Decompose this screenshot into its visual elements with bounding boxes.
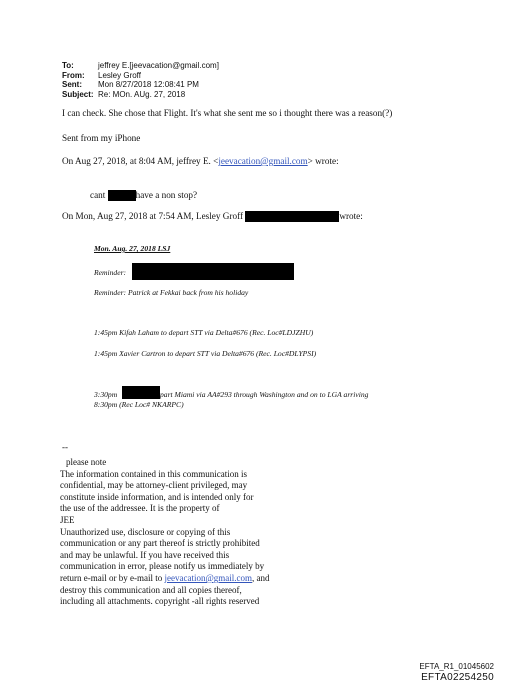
quote2-attribution (62, 211, 363, 222)
disclaimer-line: constitute inside information, and is intended only for (60, 491, 254, 502)
redaction-block (132, 263, 294, 280)
subject-value: Re: MOn. AUg. 27, 2018 (98, 89, 186, 99)
sent-value: Mon 8/27/2018 12:08:41 PM (98, 80, 199, 90)
from-value: Lesley Groff (98, 70, 141, 80)
disclaimer-line (60, 573, 269, 585)
disclaimer-line: The information contained in this communication is (60, 468, 247, 479)
quote1-body (90, 190, 197, 201)
disclaimer-line: confidential, may be attorney-client privileged, may (60, 480, 248, 491)
quote2-prefix: On Mon, Aug 27, 2018 at 7:54 AM, Lesley Groff (62, 211, 244, 221)
subject-label: Subject: (62, 89, 94, 99)
miami-time: 3:30pm (94, 390, 118, 399)
from-row (62, 71, 219, 81)
disclaimer-line: communication or any part thereof is strictly prohibited (60, 538, 260, 549)
flight2: 1:45pm Xavier Cartron to depart STT via Delta#676 (Rec. Loc#DLYPSI) (94, 349, 317, 358)
document-id-2: EFTA02254250 (421, 672, 494, 683)
miami-line2: 8:30pm (Rec Loc# NKARPC) (94, 400, 184, 409)
signature: Sent from my iPhone (62, 133, 141, 143)
reminder1-label: Reminder: (94, 268, 127, 277)
quote1-attribution (62, 156, 339, 167)
miami-rest: part Miami via AA#293 through Washington and on to LGA arriving (160, 390, 369, 399)
disclaimer-line: including all attachments. copyright -all rights reserved (60, 596, 260, 607)
disclaimer-l10-prefix: return e-mail or by e-mail to (60, 572, 165, 583)
to-label: To: (62, 61, 74, 70)
disclaimer-l10-suffix: , and (251, 572, 270, 583)
flight1: 1:45pm Kifah Laham to depart STT via Delta#676 (Rec. Loc#LDJZHU) (94, 328, 314, 337)
redaction-block (108, 190, 136, 201)
footer-email-link[interactable]: jeevacation@gmail.com (164, 572, 252, 583)
reminder2: Reminder: Patrick at Fekkai back from his holiday (94, 288, 249, 297)
footer-dash: -- (62, 442, 68, 452)
quote1-suffix: > wrote: (307, 156, 339, 166)
schedule-date-heading: Mon. Aug. 27, 2018 LSJ (94, 244, 171, 253)
quote1-email-link[interactable]: jeevacation@gmail.com (218, 156, 308, 166)
quote1-after: have a non stop? (135, 190, 198, 200)
disclaimer-line: Unauthorized use, disclosure or copying of this (60, 526, 231, 537)
reply-text: I can check. She chose that Flight. It's what she sent me so i thought there was a reason(?) (62, 108, 393, 118)
sent-label: Sent: (62, 80, 82, 90)
disclaimer-line: the use of the addressee. It is the property of (60, 503, 220, 514)
quote1-prefix: On Aug 27, 2018, at 8:04 AM, jeffrey E. < (62, 156, 219, 166)
sent-row (62, 80, 219, 90)
to-row (62, 61, 219, 71)
disclaimer-line: destroy this communication and all copies thereof, (60, 584, 242, 595)
please-note: please note (66, 457, 107, 467)
disclaimer-line: communication in error, please notify us immediately by (60, 561, 265, 572)
redaction-block (122, 386, 160, 399)
disclaimer-line: and may be unlawful. If you have received this (60, 549, 230, 560)
quote2-suffix: wrote: (339, 211, 363, 221)
subject-row (62, 90, 219, 100)
quote1-before: cant (90, 190, 106, 200)
email-header (62, 61, 219, 99)
disclaimer-line: JEE (60, 514, 75, 525)
redaction-block (245, 211, 339, 222)
document-id-1: EFTA_R1_01045602 (419, 662, 494, 671)
from-label: From: (62, 70, 85, 80)
disclaimer (60, 457, 269, 608)
to-value: jeffrey E.[jeevacation@gmail.com] (98, 61, 219, 70)
